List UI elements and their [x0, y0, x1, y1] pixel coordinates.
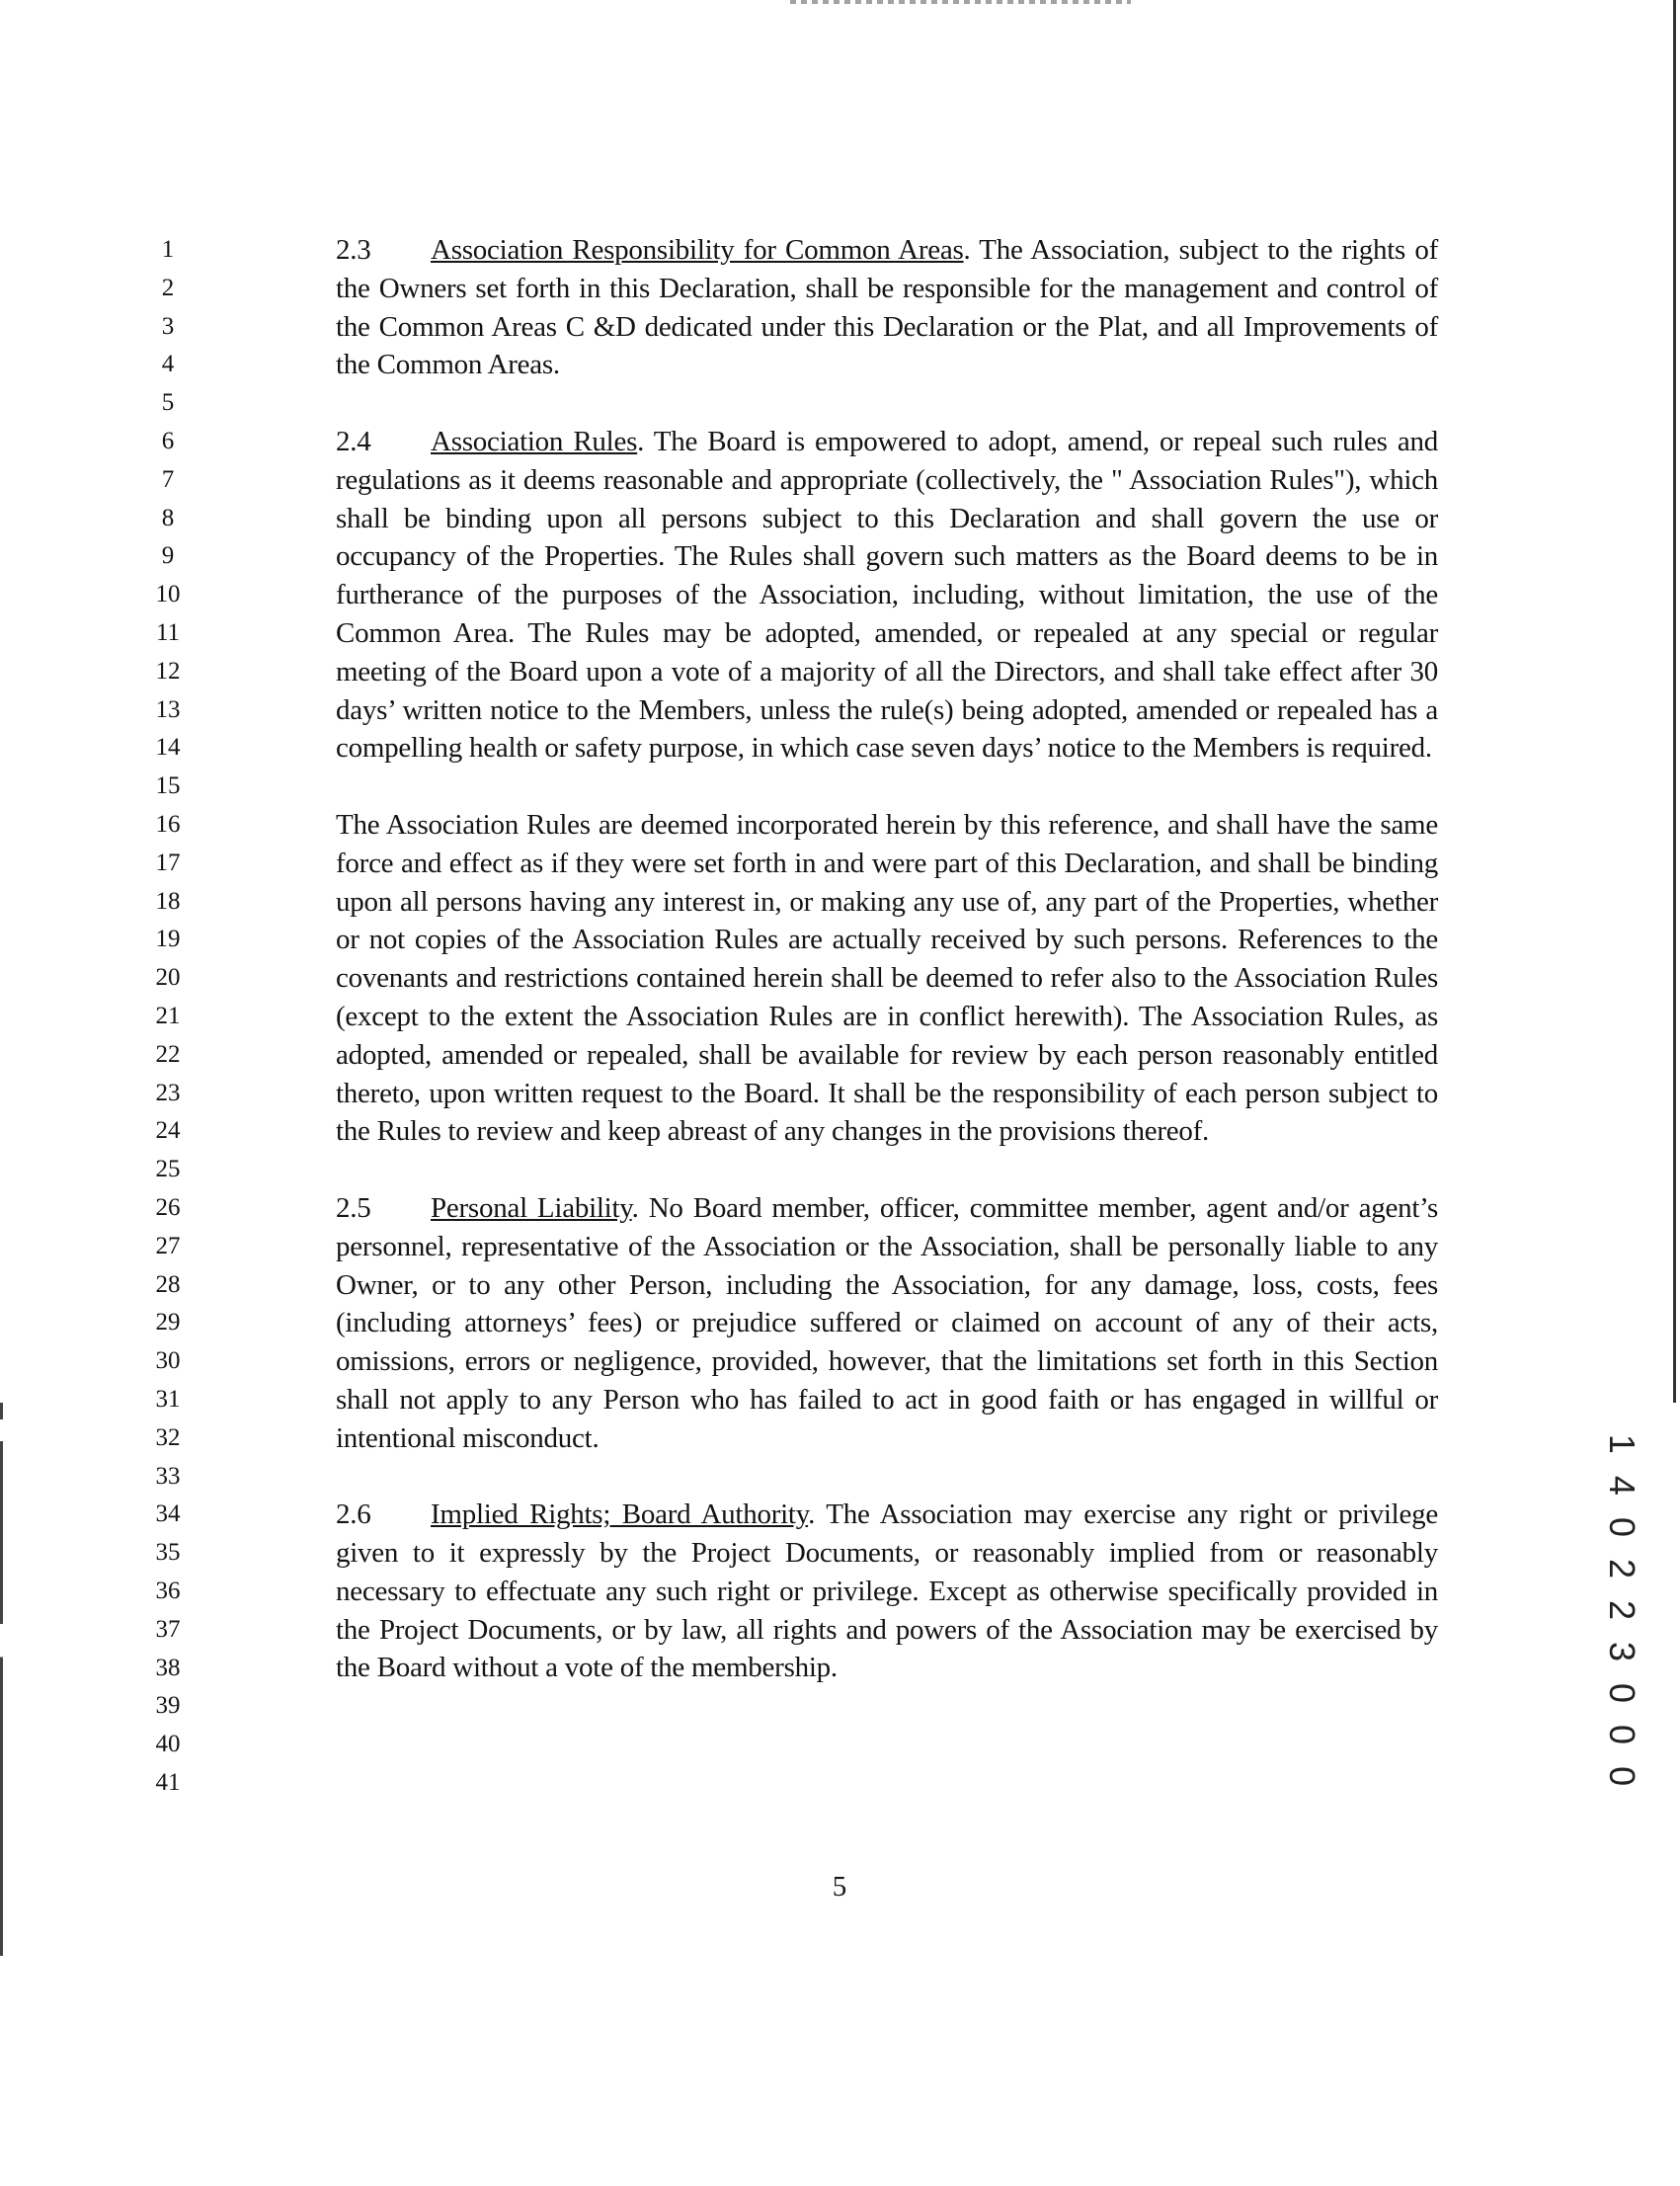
- line-number: 23: [155, 1079, 181, 1106]
- document-body: [249, 231, 1438, 1687]
- line-number: 37: [155, 1615, 181, 1643]
- line-number: 3: [161, 312, 175, 340]
- line-number: 11: [155, 619, 181, 646]
- section-number: 2.4: [336, 425, 371, 457]
- line-number: 41: [155, 1769, 181, 1796]
- line-number: 34: [155, 1500, 181, 1528]
- line-number: 14: [155, 734, 181, 762]
- line-number: 9: [161, 542, 175, 570]
- section-heading: Implied Rights; Board Authority: [431, 1498, 809, 1531]
- line-number: 15: [155, 772, 181, 800]
- section-2-6: [249, 1496, 1438, 1687]
- line-number: 33: [155, 1462, 181, 1490]
- line-number: 27: [155, 1232, 181, 1259]
- scan-header-mark: [790, 0, 1131, 4]
- section-text: . The Association may exercise any right or privilege given to it expressly by the Project Documents, or reasonably implied from or reasonably necessary to effectuate any such right or privilege. Except as otherwise specifically provided in the Project Documents, or by law, all rights and powers of the Association may be exercised by the Board without a vote of the membership.: [336, 1498, 1438, 1684]
- section-text: . The Association, subject to the rights of the Owners set forth in this Declaration, shall be responsible for the management and control of the Common Areas C &D dedicated under this Declaration or the Plat, and all Improvements of the Common Areas.: [336, 234, 1439, 381]
- section-text: . The Board is empowered to adopt, amend, or repeal such rules and regulations as it deems reasonable and appropriate (collectively, the " Association Rules"), which shall be binding upon all persons subject to this Declaration and shall govern the use or occupancy of the Properties. The Rules shall govern such matters as the Board deems to be in furtherance of the purposes of the Association, including, without limitation, the use of the Common Area. The Rules may be adopted, amended, or repealed at any special or regular meeting of the Board upon a vote of a majority of all the Directors, and shall take effect after 30 days’ written notice to the Members, unless the rule(s) being adopted, amended or repealed has a compelling health or safety purpose, in which case seven days’ notice to the Members is required.: [336, 425, 1438, 765]
- line-number: 1: [161, 236, 175, 263]
- line-number: 30: [155, 1347, 181, 1375]
- page-number: 5: [832, 1871, 847, 1903]
- scan-right-edge: [1673, 0, 1676, 1403]
- line-number: 35: [155, 1539, 181, 1567]
- line-number: 24: [155, 1117, 181, 1145]
- line-number: 28: [155, 1270, 181, 1298]
- section-number: 2.3: [336, 234, 371, 266]
- line-number: 21: [155, 1003, 181, 1029]
- section-2-5: [249, 1189, 1438, 1458]
- section-2-3: [249, 231, 1438, 384]
- association-rules-paragraph: [249, 806, 1438, 1151]
- line-number: 4: [161, 351, 175, 378]
- line-number: 5: [161, 389, 175, 417]
- line-number: 12: [155, 657, 181, 685]
- line-number: 20: [155, 964, 181, 992]
- line-number: 2: [161, 274, 175, 301]
- section-number: 2.5: [336, 1191, 371, 1224]
- line-number: 38: [155, 1654, 181, 1681]
- line-number: 31: [155, 1386, 181, 1413]
- line-number: 17: [155, 849, 181, 876]
- line-number: 39: [155, 1692, 181, 1720]
- section-number: 2.6: [336, 1498, 371, 1531]
- line-number: 6: [161, 428, 175, 454]
- line-number: 13: [155, 695, 181, 723]
- scan-left-edge: [0, 1403, 3, 1956]
- line-number: 32: [155, 1423, 181, 1451]
- paragraph-text: The Association Rules are deemed incorporated herein by this reference, and shall have the same force and effect as if they were set forth in and were part of this Declaration, and shall be binding upon all persons having any interest in, or making any use of, any part of the Properties, whether or not copies of the Association Rules are actually received by such persons. References to the covenants and restrictions contained herein shall be deemed to refer also to the Association Rules (except to the extent the Association Rules are in conflict herewith). The Association Rules, as adopted, amended or repealed, shall be available for review by each person reasonably entitled thereto, upon written request to the Board. It shall be the responsibility of each person subject to the Rules to review and keep abreast of any changes in the provisions thereof.: [336, 808, 1438, 1148]
- line-number: 22: [155, 1040, 181, 1068]
- section-text: . No Board member, officer, committee member, agent and/or agent’s personnel, representative of the Association or the Association, shall be personally liable to any Owner, or to any other Person, including the Association, for any damage, loss, costs, fees (including attorneys’ fees) or prejudice suffered or claimed on account of any of their acts, omissions, errors or negligence, provided, however, that the limitations set forth in this Section shall not apply to any Person who has failed to act in good faith or has engaged in willful or intentional misconduct.: [336, 1191, 1438, 1454]
- section-heading: Association Responsibility for Common Areas: [431, 234, 964, 266]
- bates-number: 1 4 0 2 2 3 0 0 0: [1602, 1433, 1642, 1793]
- section-2-4: [249, 423, 1438, 768]
- line-number: 25: [155, 1156, 181, 1183]
- line-number: 36: [155, 1578, 181, 1604]
- line-number: 19: [155, 926, 181, 953]
- line-number: 18: [155, 887, 181, 915]
- line-number: 26: [155, 1194, 181, 1221]
- line-number: 40: [155, 1731, 181, 1758]
- line-number: 16: [155, 811, 181, 838]
- line-number: 10: [155, 581, 181, 608]
- line-number: 7: [161, 465, 175, 493]
- line-number: 8: [161, 504, 175, 531]
- section-heading: Association Rules: [431, 425, 638, 457]
- section-heading: Personal Liability: [431, 1191, 632, 1224]
- line-number: 29: [155, 1309, 181, 1336]
